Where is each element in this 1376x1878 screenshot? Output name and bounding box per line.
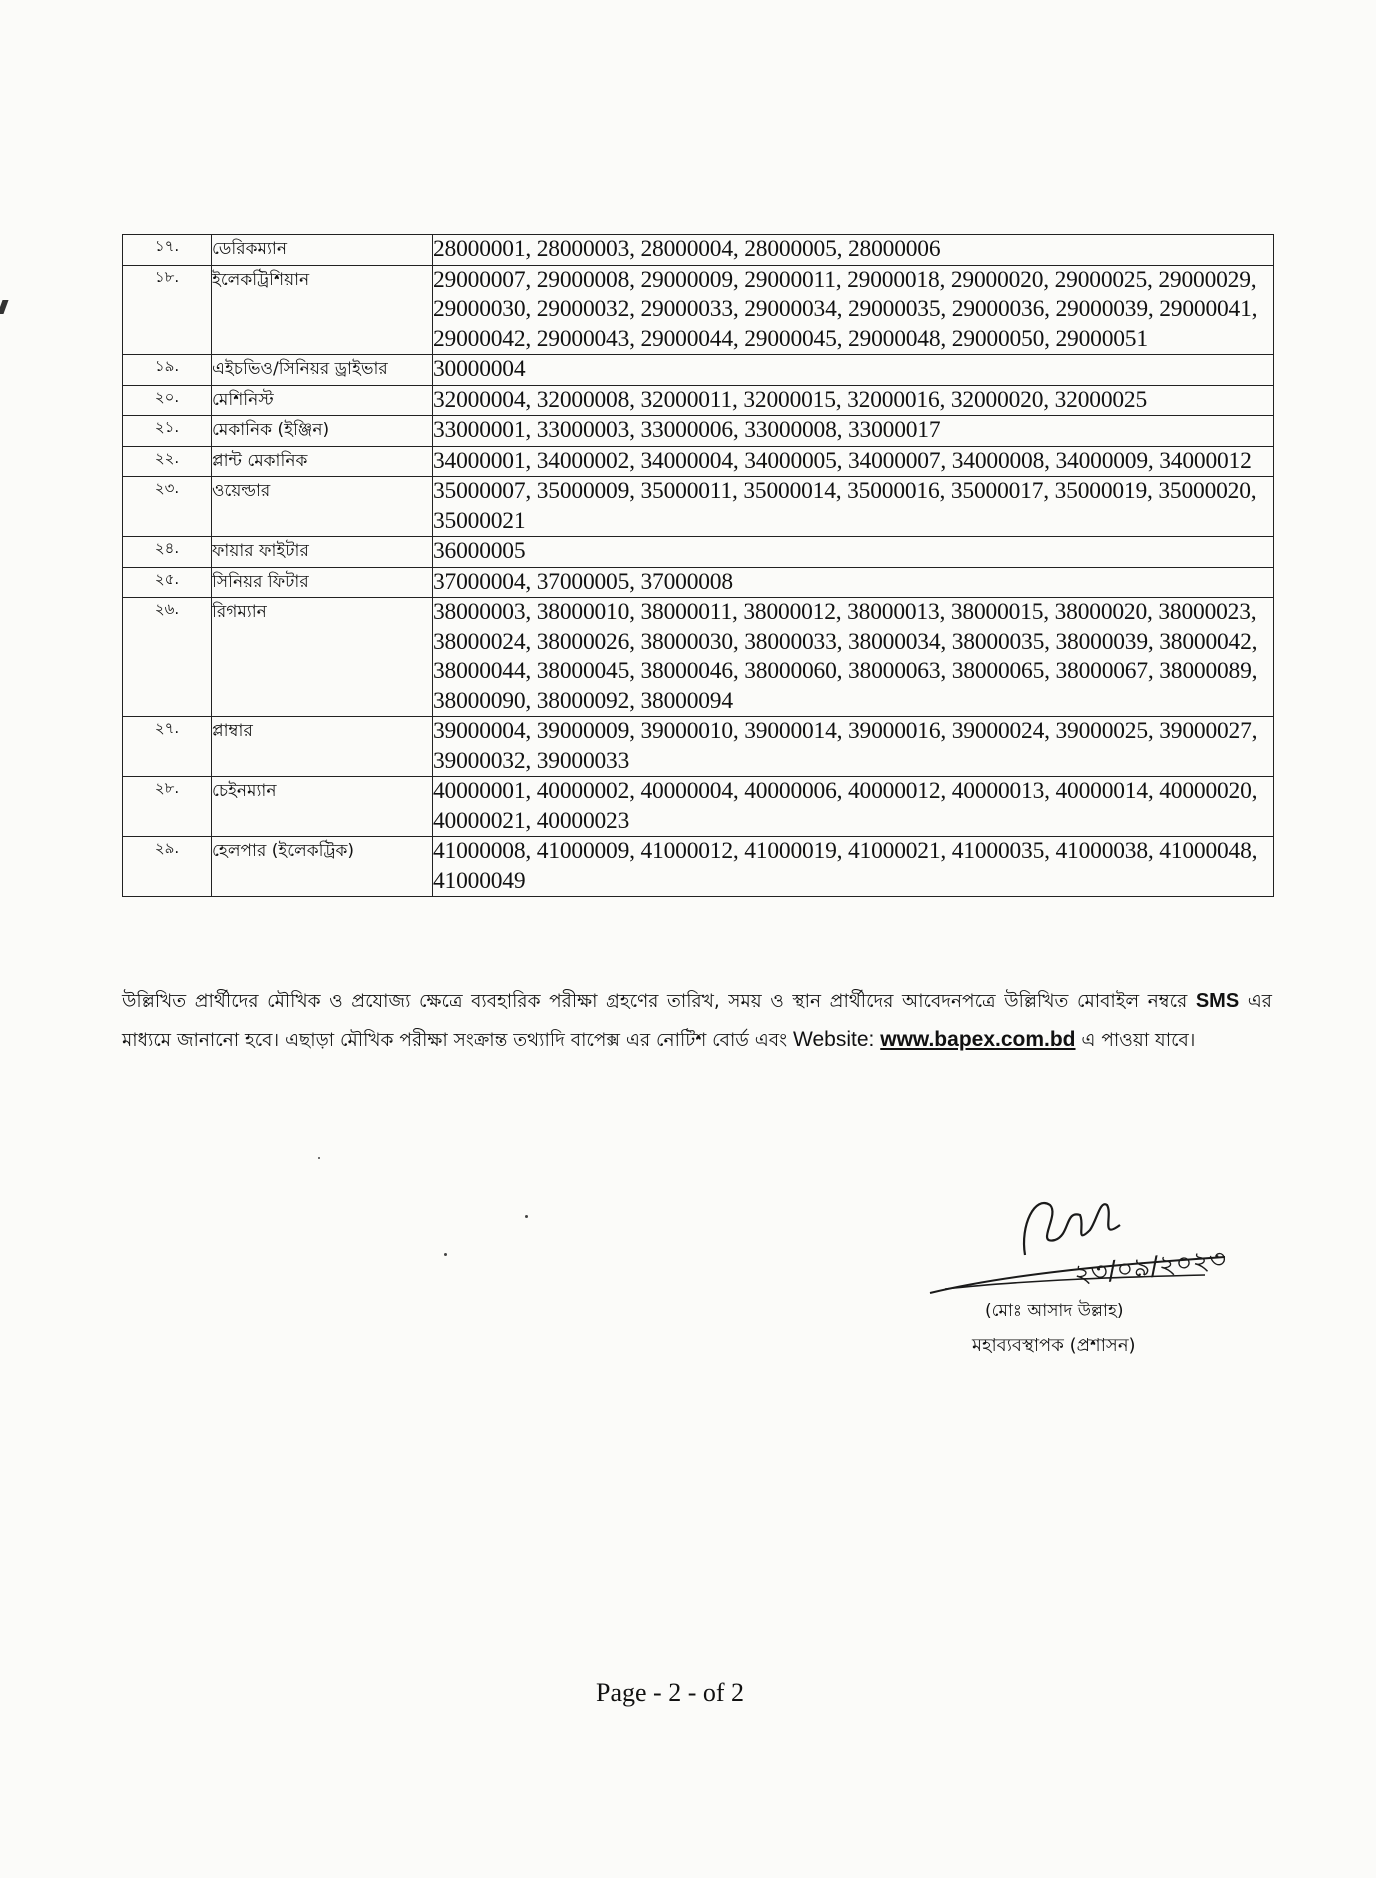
notice-text-3: এ পাওয়া যাবে। bbox=[1081, 1030, 1196, 1051]
row-serial: ১৯. bbox=[123, 355, 212, 386]
notice-paragraph bbox=[122, 982, 1272, 1060]
signature-mark bbox=[925, 1185, 1255, 1305]
website-link[interactable]: www.bapex.com.bd bbox=[880, 1028, 1076, 1051]
table-row bbox=[123, 355, 1274, 386]
notice-sms: SMS bbox=[1195, 990, 1240, 1012]
row-roll-numbers: 41000008, 41000009, 41000012, 41000019, 41000021, 41000035, 41000038, 41000048, 41000049 bbox=[433, 837, 1274, 897]
row-serial: ২৬. bbox=[123, 598, 212, 717]
row-post-name: প্লাম্বার bbox=[212, 717, 433, 777]
row-post-name: ওয়েল্ডার bbox=[212, 477, 433, 537]
notice-text-2: এর মাধ্যমে জানানো হবে। এছাড়া মৌখিক পরীক্ষা সংক্রান্ত তথ্যাদি বাপেক্স এর নোটিশ বোর্ড এবং bbox=[122, 991, 1272, 1051]
table-row bbox=[123, 567, 1274, 598]
scan-speck bbox=[444, 1253, 447, 1256]
row-post-name: চেইনম্যান bbox=[212, 777, 433, 837]
signatory-designation: মহাব্যবস্থাপক (প্রশাসন) bbox=[972, 1335, 1136, 1356]
row-roll-numbers: 29000007, 29000008, 29000009, 29000011, 29000018, 29000020, 29000025, 29000029, 29000030, 29000032, 29000033, 29000034, 29000035, 29000036, 29000039, 29000041, 29000042, 29000043, 29000044, 29000045, 29000048, 29000050, 29000051 bbox=[433, 265, 1274, 355]
row-post-name: মেশিনিস্ট bbox=[212, 385, 433, 416]
table-row bbox=[123, 477, 1274, 537]
table-row bbox=[123, 717, 1274, 777]
row-roll-numbers: 28000001, 28000003, 28000004, 28000005, 28000006 bbox=[433, 235, 1274, 266]
page-number: Page - 2 - of 2 bbox=[596, 1678, 745, 1707]
table-row bbox=[123, 598, 1274, 717]
row-serial: ২০. bbox=[123, 385, 212, 416]
row-post-name: মেকানিক (ইঞ্জিন) bbox=[212, 416, 433, 447]
row-roll-numbers: 34000001, 34000002, 34000004, 34000005, 34000007, 34000008, 34000009, 34000012 bbox=[433, 446, 1274, 477]
results-table-body bbox=[123, 235, 1274, 897]
row-serial: ২৫. bbox=[123, 567, 212, 598]
row-post-name: প্লান্ট মেকানিক bbox=[212, 446, 433, 477]
table-row bbox=[123, 777, 1274, 837]
table-row bbox=[123, 837, 1274, 897]
table-row bbox=[123, 385, 1274, 416]
row-roll-numbers: 36000005 bbox=[433, 537, 1274, 568]
results-table bbox=[122, 234, 1274, 897]
row-roll-numbers: 40000001, 40000002, 40000004, 40000006, 40000012, 40000013, 40000014, 40000020, 40000021, 40000023 bbox=[433, 777, 1274, 837]
svg-text:২৩/০৯/২০২৩: ২৩/০৯/২০২৩ bbox=[1072, 1244, 1228, 1290]
row-serial: ১৭. bbox=[123, 235, 212, 266]
row-post-name: ডেরিকম্যান bbox=[212, 235, 433, 266]
table-row bbox=[123, 235, 1274, 266]
row-post-name: ফায়ার ফাইটার bbox=[212, 537, 433, 568]
row-serial: ২৮. bbox=[123, 777, 212, 837]
scan-speck bbox=[318, 1157, 320, 1159]
row-post-name: রিগম্যান bbox=[212, 598, 433, 717]
row-roll-numbers: 39000004, 39000009, 39000010, 39000014, 39000016, 39000024, 39000025, 39000027, 39000032, 39000033 bbox=[433, 717, 1274, 777]
row-serial: ২১. bbox=[123, 416, 212, 447]
row-post-name: হেলপার (ইলেকট্রিক) bbox=[212, 837, 433, 897]
row-serial: ২২. bbox=[123, 446, 212, 477]
row-post-name: সিনিয়র ফিটার bbox=[212, 567, 433, 598]
table-row bbox=[123, 537, 1274, 568]
row-roll-numbers: 33000001, 33000003, 33000006, 33000008, 33000017 bbox=[433, 416, 1274, 447]
notice-text-1: উল্লিখিত প্রার্থীদের মৌখিক ও প্রযোজ্য ক্ষেত্রে ব্যবহারিক পরীক্ষা গ্রহণের তারিখ, সময় ও স্থান প্রার্থীদের আবেদনপত্রে উল্লিখিত মোবাইল নম্বরে bbox=[122, 991, 1188, 1012]
row-roll-numbers: 38000003, 38000010, 38000011, 38000012, 38000013, 38000015, 38000020, 38000023, 38000024, 38000026, 38000030, 38000033, 38000034, 38000035, 38000039, 38000042, 38000044, 38000045, 38000046, 38000060, 38000063, 38000065, 38000067, 38000089, 38000090, 38000092, 38000094 bbox=[433, 598, 1274, 717]
row-post-name: ইলেকট্রিশিয়ান bbox=[212, 265, 433, 355]
scan-edge-mark bbox=[0, 300, 9, 314]
row-serial: ১৮. bbox=[123, 265, 212, 355]
row-roll-numbers: 37000004, 37000005, 37000008 bbox=[433, 567, 1274, 598]
row-serial: ২৩. bbox=[123, 477, 212, 537]
signatory-name: (মোঃ আসাদ উল্লাহ) bbox=[985, 1301, 1124, 1321]
row-roll-numbers: 35000007, 35000009, 35000011, 35000014, 35000016, 35000017, 35000019, 35000020, 35000021 bbox=[433, 477, 1274, 537]
row-serial: ২৭. bbox=[123, 717, 212, 777]
row-roll-numbers: 30000004 bbox=[433, 355, 1274, 386]
row-serial: ২৯. bbox=[123, 837, 212, 897]
row-post-name: এইচভিও/সিনিয়র ড্রাইভার bbox=[212, 355, 433, 386]
row-roll-numbers: 32000004, 32000008, 32000011, 32000015, 32000016, 32000020, 32000025 bbox=[433, 385, 1274, 416]
table-row bbox=[123, 416, 1274, 447]
scan-speck bbox=[525, 1215, 528, 1218]
row-serial: ২৪. bbox=[123, 537, 212, 568]
website-label: Website: bbox=[793, 1028, 875, 1051]
table-row bbox=[123, 265, 1274, 355]
table-row bbox=[123, 446, 1274, 477]
